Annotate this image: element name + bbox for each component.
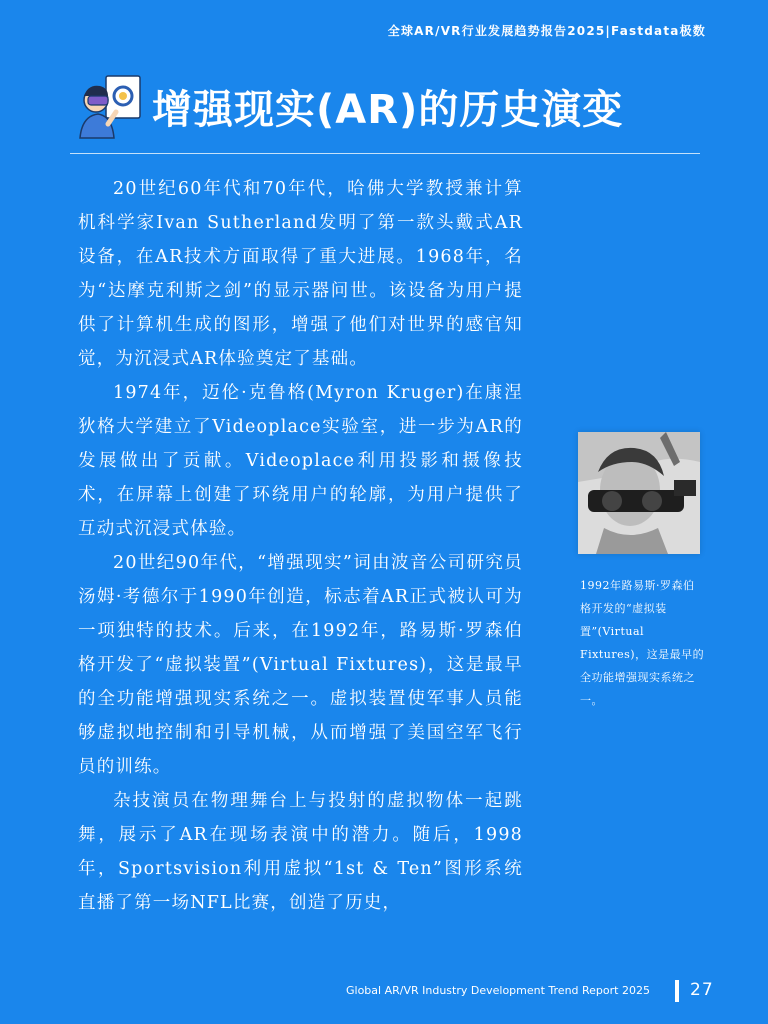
paragraph: 20世纪90年代，“增强现实”词由波音公司研究员汤姆·考德尔于1990年创造，标志着AR正式被认可为一项独特的技术。后来，在1992年，路易斯·罗森伯格开发了“虚拟装置”(Virtual Fixtures)，这是最早的全功能增强现实系统之一。虚拟装置使军事人员能够虚拟地控制和引导机械，从而增强了美国空军飞行员的训练。 <box>78 553 523 777</box>
figure-photo <box>578 432 700 554</box>
figure-caption: 1992年路易斯·罗森伯格开发的“虚拟装置”(Virtual Fixtures)，这是最早的全功能增强现实系统之一。 <box>580 579 705 707</box>
vr-headset-photo <box>578 432 700 554</box>
paragraph: 20世纪60年代和70年代，哈佛大学教授兼计算机科学家Ivan Sutherland发明了第一款头戴式AR设备，在AR技术方面取得了重大进展。1968年，名为“达摩克利斯之剑”的显示器问世。该设备为用户提供了计算机生成的图形，增强了他们对世界的感官知觉，为沉浸式AR体验奠定了基础。 <box>78 179 523 369</box>
article-body <box>78 172 523 920</box>
paragraph: 杂技演员在物理舞台上与投射的虚拟物体一起跳舞，展示了AR在现场表演中的潜力。随后，1998年，Sportsvision利用虚拟“1st & Ten”图形系统直播了第一场NFL比赛，创造了历史， <box>78 791 523 913</box>
page-number: 27 <box>690 980 714 1000</box>
paragraph: 1974年，迈伦·克鲁格(Myron Kruger)在康涅狄格大学建立了Videoplace实验室，进一步为AR的发展做出了贡献。Videoplace利用投影和摄像技术，在屏幕上创建了环绕用户的轮廓，为用户提供了互动式沉浸式体验。 <box>78 383 523 539</box>
footer-divider <box>675 980 679 1002</box>
title-divider <box>70 153 700 154</box>
vr-person-icon <box>74 72 144 142</box>
title-block <box>70 68 710 148</box>
footer-report-name: Global AR/VR Industry Development Trend Report 2025 <box>346 984 650 997</box>
page-title: 增强现实(AR)的历史演变 <box>152 87 624 133</box>
running-header: 全球AR/VR行业发展趋势报告2025|Fastdata极数 <box>387 24 706 38</box>
